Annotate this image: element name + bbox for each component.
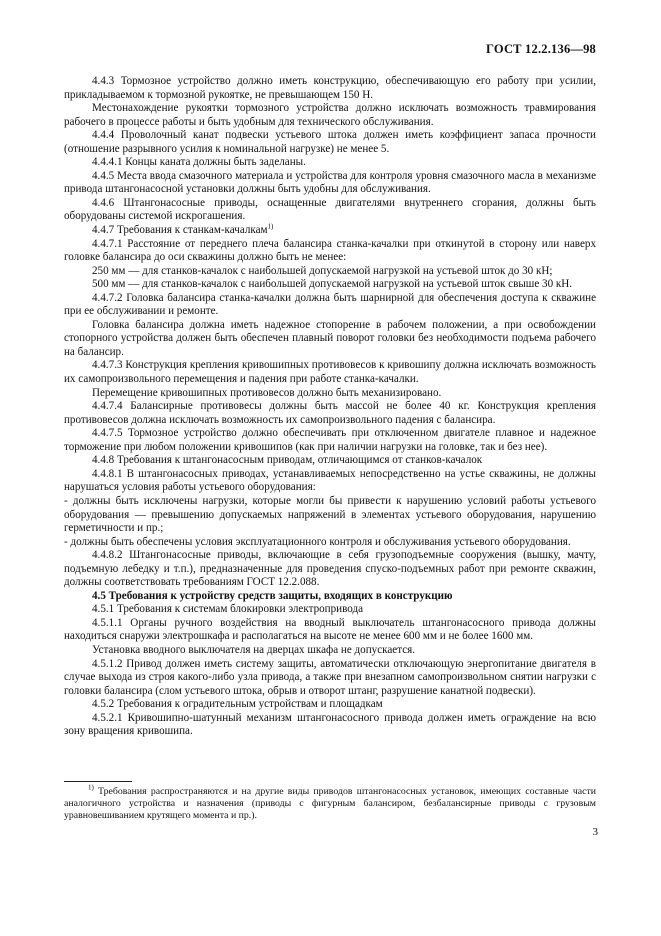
paragraph: 4.5.2 Требования к оградительным устройствам и площадкам: [92, 698, 383, 711]
paragraph: 4.4.4.1 Концы каната должны быть заделаны.: [92, 156, 306, 169]
section-heading-protection: 4.5 Требования к устройству средств защиты, входящих в конструкцию: [92, 589, 453, 602]
paragraph: 4.4.7.2 Головка балансира станка-качалки должна быть шарнирной для обеспечения доступа к скважине при ее обслуживании и ремонте.: [64, 291, 596, 318]
paragraph: 4.5.2.1 Кривошипно-шатунный механизм штангонасосного привода должен иметь ограждение на всю зону вращения кривошипа.: [64, 711, 596, 738]
paragraph: 4.5.1.1 Органы ручного воздействия на вводный выключатель штангонасосного привода должны находиться снаружи электрошкафа и располагаться на высоте не менее 600 мм и не более 1600 мм.: [64, 616, 596, 643]
paragraph: 4.4.7.4 Балансирные противовесы должны быть массой не более 40 кг. Конструкция крепления противовесов должна исключать возможность их самопроизвольного падения с балансира.: [64, 400, 596, 426]
paragraph: 250 мм — для станков-качалок с наибольшей допускаемой нагрузкой на устьевой шток до 30 кН;: [92, 264, 553, 277]
paragraph: 4.4.6 Штангонасосные приводы, оснащенные двигателями внутреннего сгорания, должны быть оборудованы системой искрогашения.: [64, 196, 596, 223]
paragraph: 4.4.4 Проволочный канат подвески устьевого штока должен иметь коэффициент запаса прочности (отношение разрывного усилия к номинальной нагрузке) не менее 5.: [64, 129, 596, 155]
paragraph: 4.4.8 Требования к штангонасосным приводам, отличающимся от станков-качалок: [92, 454, 483, 467]
paragraph: Перемещение кривошипных противовесов должно быть механизировано.: [92, 386, 442, 399]
list-item: - должны быть обеспечены условия эксплуатационного контроля и обслуживания устьевого оборудования.: [64, 535, 571, 548]
document-body: [64, 75, 596, 739]
paragraph: 4.4.7.3 Конструкция крепления кривошипных противовесов к кривошипу должна исключать возможность их самопроизвольного перемещения и падения при работе станка-качалки.: [64, 359, 596, 386]
paragraph: 4.5.1 Требования к системам блокировки электропривода: [92, 603, 364, 616]
paragraph: 4.4.7.1 Расстояние от переднего плеча балансира станка-качалки при откинутой в сторону или наверх головке балансира до оси скважины должно быть не менее:: [64, 237, 596, 264]
paragraph: 500 мм — для станков-качалок с наибольшей допускаемой нагрузкой на устьевой шток свыше 30 кН.: [92, 278, 573, 291]
section-heading-pumping-units: [64, 224, 596, 238]
page-number: 3: [592, 826, 598, 838]
page-header: [0, 42, 596, 57]
standard-code: ГОСТ 12.2.136—98: [486, 42, 596, 56]
paragraph: 4.4.8.2 Штангонасосные приводы, включающие в себя грузоподъемные сооружения (вышку, мачту, подъемную лебедку и т.п.), предназначенные для проведения спуско-подъемных работ при ремонте скважин, должны соответствовать требованиям ГОСТ 12.2.088.: [64, 549, 596, 589]
paragraph: 4.4.8.1 В штангонасосных приводах, устанавливаемых непосредственно на устье скважины, не должны нарушаться условия работы устьевого оборудования:: [64, 467, 596, 494]
paragraph: 4.4.3 Тормозное устройство должно иметь конструкцию, обеспечивающую его работу при усилии, прикладываемом к тормозной рукоятке, не превышающем 150 Н.: [64, 75, 596, 101]
footnote-text: Требования распространяются и на другие виды приводов штангонасосных установок, имеющих составные части аналогичного устройства и назначения (приводы с фигурным балансиром, безбалансирные приводы с грузовым уравновешиванием крутящего момента и пр.).: [64, 786, 596, 822]
paragraph: Местонахождение рукоятки тормозного устройства должно исключать возможность травмирования рабочего в процессе работы и быть удобным для технического обслуживания.: [64, 102, 596, 128]
footnote-ref: 1): [267, 222, 274, 231]
paragraph: 4.4.5 Места ввода смазочного материала и устройства для контроля уровня смазочного масла в механизме привода штангонасосной установки должны быть удобны для обслуживания.: [64, 169, 596, 196]
paragraph: Головка балансира должна иметь надежное стопорение в рабочем положении, а при освобождении стопорного устройства должен быть обеспечен плавный поворот головки без необходимости подъема рабочего на балансир.: [64, 318, 596, 358]
list-item: - должны быть исключены нагрузки, которые могли бы привести к нарушению условий работы устьевого оборудования — превышению допускаемых напряжений в элементах устьевого оборудования, нарушению герметичности и пр.;: [64, 494, 596, 535]
heading-text: 4.4.7 Требования к станкам-качалкам: [92, 224, 268, 237]
footnote: [64, 783, 596, 823]
paragraph: 4.4.7.5 Тормозное устройство должно обеспечивать при отключенном двигателе плавное и надежное торможение при любом положении кривошипов (как при наличии нагрузки на головке, так и без нее).: [64, 427, 596, 453]
paragraph: Установка вводного выключателя на дверцах шкафа не допускается.: [92, 643, 415, 656]
footnote-divider: [64, 781, 132, 782]
footnote-marker: 1): [88, 783, 94, 792]
paragraph: 4.5.1.2 Привод должен иметь систему защиты, автоматически отключающую энергопитание двигателя в случае выхода из строя какого-либо узла привода, а также при внезапном самопроизвольном снятии нагрузки с головки балансира (слом устьевого штока, обрыв и отворот штанг, разрушение канатной подвески).: [64, 657, 596, 697]
